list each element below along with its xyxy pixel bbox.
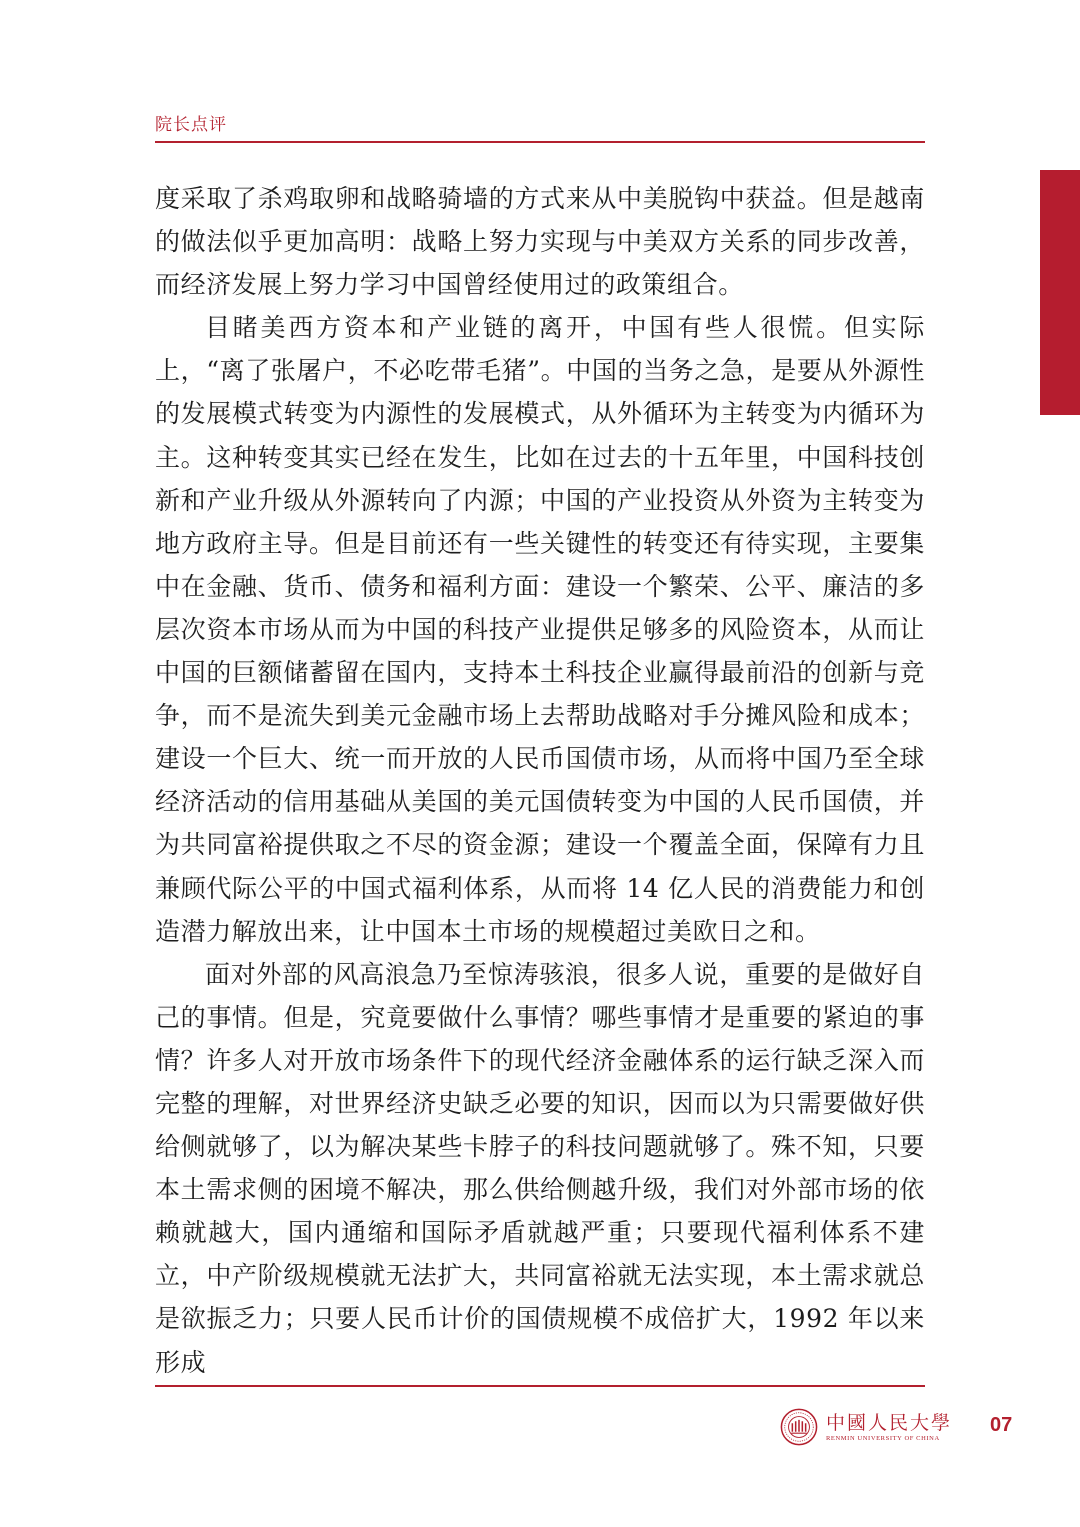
section-title: 院长点评 [155,115,227,135]
header-divider [155,141,925,143]
logo-english-name: RENMIN UNIVERSITY OF CHINA [826,1434,940,1442]
paragraph-1: 度采取了杀鸡取卵和战略骑墙的方式来从中美脱钩中获益。但是越南的做法似乎更加高明：战略上努力实现与中美双方关系的同步改善，而经济发展上努力学习中国曾经使用过的政策组合。 [155,184,925,300]
university-logo [780,1408,952,1446]
footer-divider [155,1385,925,1387]
side-tab-marker [1040,170,1080,415]
paragraph-2: 目睹美西方资本和产业链的离开，中国有些人很慌。但实际上，“离了张屠户，不必吃带毛猪”。中国的当务之急，是要从外源性的发展模式转变为内源性的发展模式，从外循环为主转变为内循环为主。这种转变其实已经在发生，比如在过去的十五年里，中国科技创新和产业升级从外源转向了内源；中国的产业投资从外资为主转变为地方政府主导。但是目前还有一些关键性的转变还有待实现，主要集中在金融、货币、债务和福利方面：建设一个繁荣、公平、廉洁的多层次资本市场从而为中国的科技产业提供足够多的风险资本，从而让中国的巨额储蓄留在国内，支持本土科技企业赢得最前沿的创新与竞争，而不是流失到美元金融市场上去帮助战略对手分摊风险和成本；建设一个巨大、统一而开放的人民币国债市场，从而将中国乃至全球经济活动的信用基础从美国的美元国债转变为中国的人民币国债，并为共同富裕提供取之不尽的资金源；建设一个覆盖全面，保障有力且兼顾代际公平的中国式福利体系，从而将 14 亿人民的消费能力和创造潜力解放出来，让中国本土市场的规模超过美欧日之和。 [155,313,925,946]
page-number: 07 [990,1414,1013,1436]
logo-chinese-name: 中國人民大學 [826,1411,953,1434]
paragraph-3: 面对外部的风高浪急乃至惊涛骇浪，很多人说，重要的是做好自己的事情。但是，究竟要做什么事情？哪些事情才是重要的紧迫的事情？许多人对开放市场条件下的现代经济金融体系的运行缺乏深入而完整的理解，对世界经济史缺乏必要的知识，因而以为只需要做好供给侧就够了，以为解决某些卡脖子的科技问题就够了。殊不知，只要本土需求侧的困境不解决，那么供给侧越升级，我们对外部市场的依赖就越大，国内通缩和国际矛盾就越严重；只要现代福利体系不建立，中产阶级规模就无法扩大，共同富裕就无法实现，本土需求就总是欲振乏力；只要人民币计价的国债规模不成倍扩大，1992 年以来形成 [155,959,925,1377]
article-body [155,177,925,1384]
university-seal-icon [780,1408,818,1446]
